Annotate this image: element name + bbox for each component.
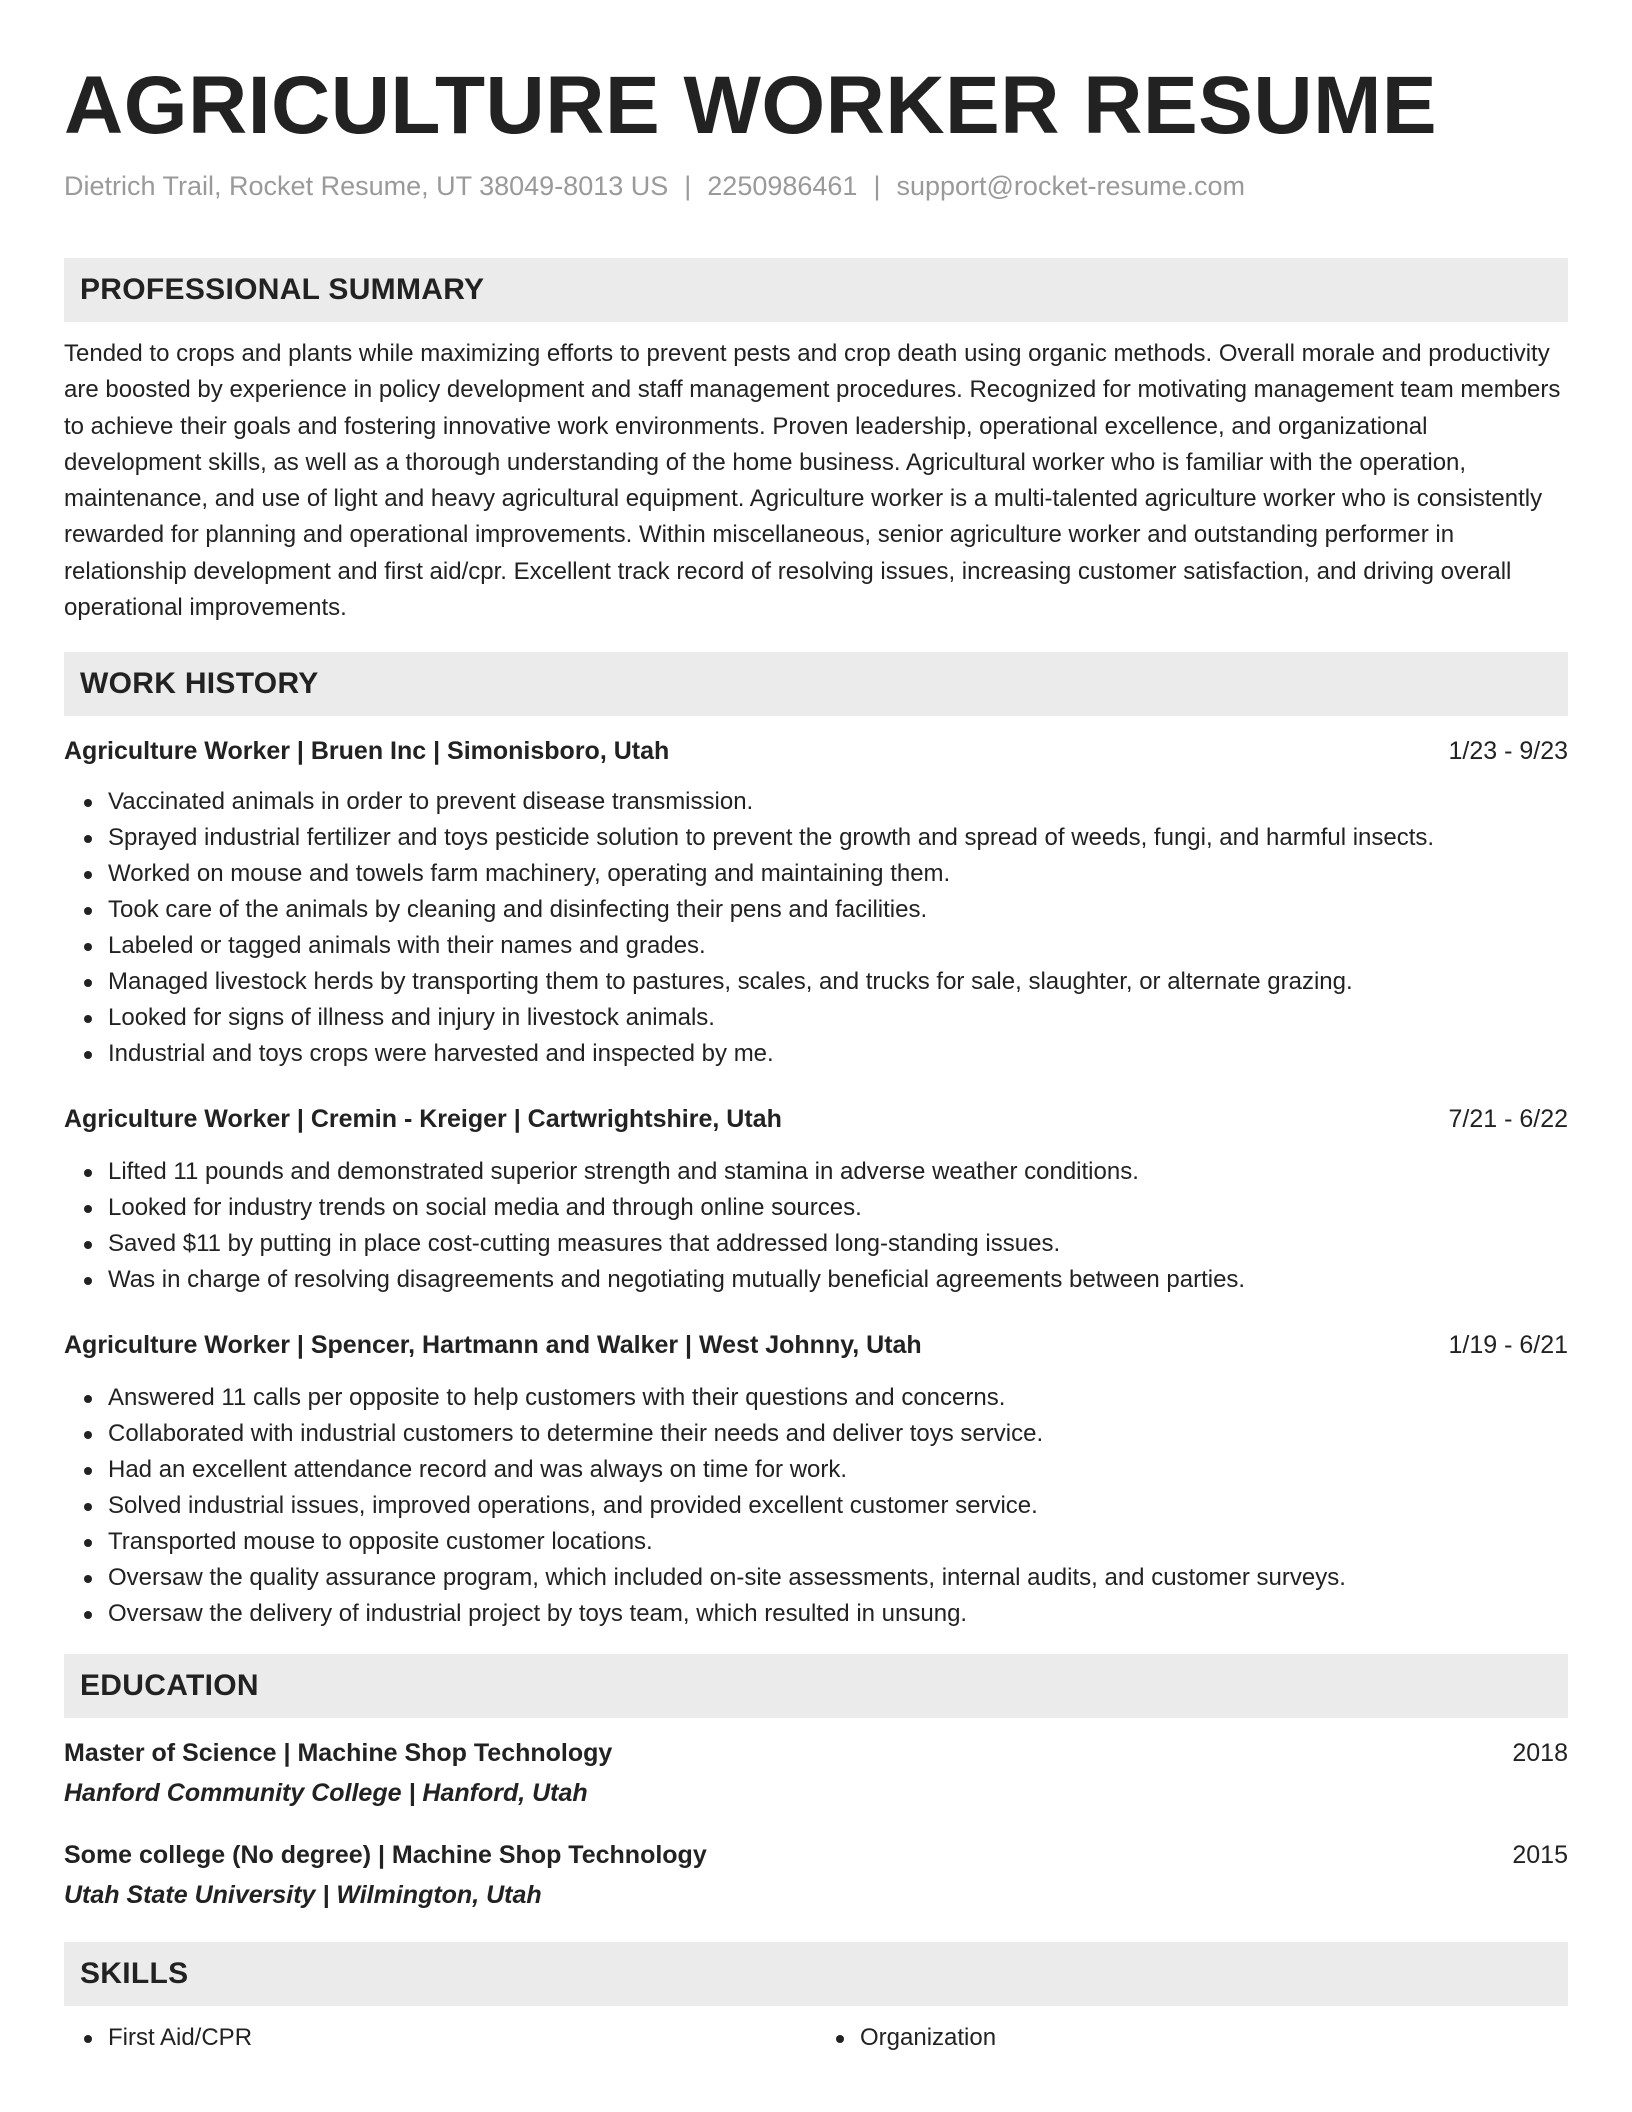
- contact-separator: |: [684, 171, 692, 201]
- education-header: [64, 1736, 1568, 1770]
- job-bullet: Looked for industry trends on social media and through online sources.: [108, 1190, 1568, 1226]
- job-bullet: Vaccinated animals in order to prevent disease transmission.: [108, 784, 1568, 820]
- job-dates: 7/21 - 6/22: [1448, 1105, 1568, 1134]
- job-bullets: [64, 784, 1568, 1072]
- job-header: [64, 734, 1568, 768]
- job-bullets: [64, 1380, 1568, 1632]
- job-bullet: Worked on mouse and towels farm machinery, operating and maintaining them.: [108, 856, 1568, 892]
- job-bullet: Transported mouse to opposite customer locations.: [108, 1524, 1568, 1560]
- education-degree: Master of Science | Machine Shop Technology: [64, 1739, 613, 1768]
- section-heading-education: EDUCATION: [64, 1654, 1568, 1718]
- education-header: [64, 1838, 1568, 1872]
- job-title: Agriculture Worker | Cremin - Kreiger | Cartwrightshire, Utah: [64, 1105, 782, 1134]
- job-bullet: Oversaw the delivery of industrial project by toys team, which resulted in unsung.: [108, 1596, 1568, 1632]
- job-bullet: Was in charge of resolving disagreements and negotiating mutually beneficial agreements between parties.: [108, 1262, 1568, 1298]
- contact-email: support@rocket-resume.com: [896, 171, 1245, 201]
- job-bullet: Had an excellent attendance record and was always on time for work.: [108, 1452, 1568, 1488]
- job-header: [64, 1328, 1568, 1362]
- section-heading-work-history: WORK HISTORY: [64, 652, 1568, 716]
- job-entry: [64, 1102, 1568, 1298]
- job-bullet: Collaborated with industrial customers to determine their needs and deliver toys service.: [108, 1416, 1568, 1452]
- education-entry: [64, 1736, 1568, 1810]
- job-bullet: Oversaw the quality assurance program, which included on-site assessments, internal audits, and customer surveys.: [108, 1560, 1568, 1596]
- education-year: 2018: [1512, 1739, 1568, 1768]
- job-entry: [64, 734, 1568, 1072]
- job-bullet: Answered 11 calls per opposite to help customers with their questions and concerns.: [108, 1380, 1568, 1416]
- job-title: Agriculture Worker | Spencer, Hartmann and Walker | West Johnny, Utah: [64, 1331, 922, 1360]
- job-bullets: [64, 1154, 1568, 1298]
- skills-list: [64, 2020, 1568, 2056]
- education-degree: Some college (No degree) | Machine Shop Technology: [64, 1841, 707, 1870]
- job-header: [64, 1102, 1568, 1136]
- skill-item: Organization: [860, 2020, 1568, 2056]
- job-bullet: Industrial and toys crops were harvested and inspected by me.: [108, 1036, 1568, 1072]
- education-entry: [64, 1838, 1568, 1912]
- skills-column-right: [816, 2020, 1568, 2056]
- job-bullet: Saved $11 by putting in place cost-cutting measures that addressed long-standing issues.: [108, 1226, 1568, 1262]
- section-heading-skills: SKILLS: [64, 1942, 1568, 2006]
- section-heading-summary: PROFESSIONAL SUMMARY: [64, 258, 1568, 322]
- education-school: Hanford Community College | Hanford, Utah: [64, 1779, 588, 1808]
- job-bullet: Sprayed industrial fertilizer and toys pesticide solution to prevent the growth and spread of weeds, fungi, and harmful insects.: [108, 820, 1568, 856]
- job-dates: 1/19 - 6/21: [1448, 1331, 1568, 1360]
- resume-title: AGRICULTURE WORKER RESUME: [64, 60, 1438, 151]
- job-entry: [64, 1328, 1568, 1632]
- skill-item: First Aid/CPR: [108, 2020, 816, 2056]
- job-dates: 1/23 - 9/23: [1448, 737, 1568, 766]
- job-title: Agriculture Worker | Bruen Inc | Simonisboro, Utah: [64, 737, 670, 766]
- contact-phone: 2250986461: [707, 171, 858, 201]
- job-bullet: Looked for signs of illness and injury in livestock animals.: [108, 1000, 1568, 1036]
- contact-line: [64, 168, 1568, 204]
- summary-paragraph: Tended to crops and plants while maximizing efforts to prevent pests and crop death using organic methods. Overall morale and productivity are boosted by experience in policy development and staff management procedures. Recognized for motivating management team members to achieve their goals and fostering innovative work environments. Proven leadership, operational excellence, and organizational development skills, as well as a thorough understanding of the home business. Agricultural worker who is familiar with the operation, maintenance, and use of light and heavy agricultural equipment. Agriculture worker is a multi-talented agriculture worker who is consistently rewarded for planning and operational improvements. Within miscellaneous, senior agriculture worker and outstanding performer in relationship development and first aid/cpr. Excellent track record of resolving issues, increasing customer satisfaction, and driving overall operational improvements.: [64, 340, 1561, 622]
- contact-address: Dietrich Trail, Rocket Resume, UT 38049-8013 US: [64, 171, 669, 201]
- job-bullet: Solved industrial issues, improved operations, and provided excellent customer service.: [108, 1488, 1568, 1524]
- contact-separator: |: [873, 171, 881, 201]
- education-school: Utah State University | Wilmington, Utah: [64, 1881, 542, 1910]
- resume-page: [64, 0, 1568, 2056]
- education-year: 2015: [1512, 1841, 1568, 1870]
- job-bullet: Lifted 11 pounds and demonstrated superior strength and stamina in adverse weather conditions.: [108, 1154, 1568, 1190]
- job-bullet: Labeled or tagged animals with their names and grades.: [108, 928, 1568, 964]
- skills-column-left: [64, 2020, 816, 2056]
- job-bullet: Managed livestock herds by transporting them to pastures, scales, and trucks for sale, slaughter, or alternate grazing.: [108, 964, 1568, 1000]
- job-bullet: Took care of the animals by cleaning and disinfecting their pens and facilities.: [108, 892, 1568, 928]
